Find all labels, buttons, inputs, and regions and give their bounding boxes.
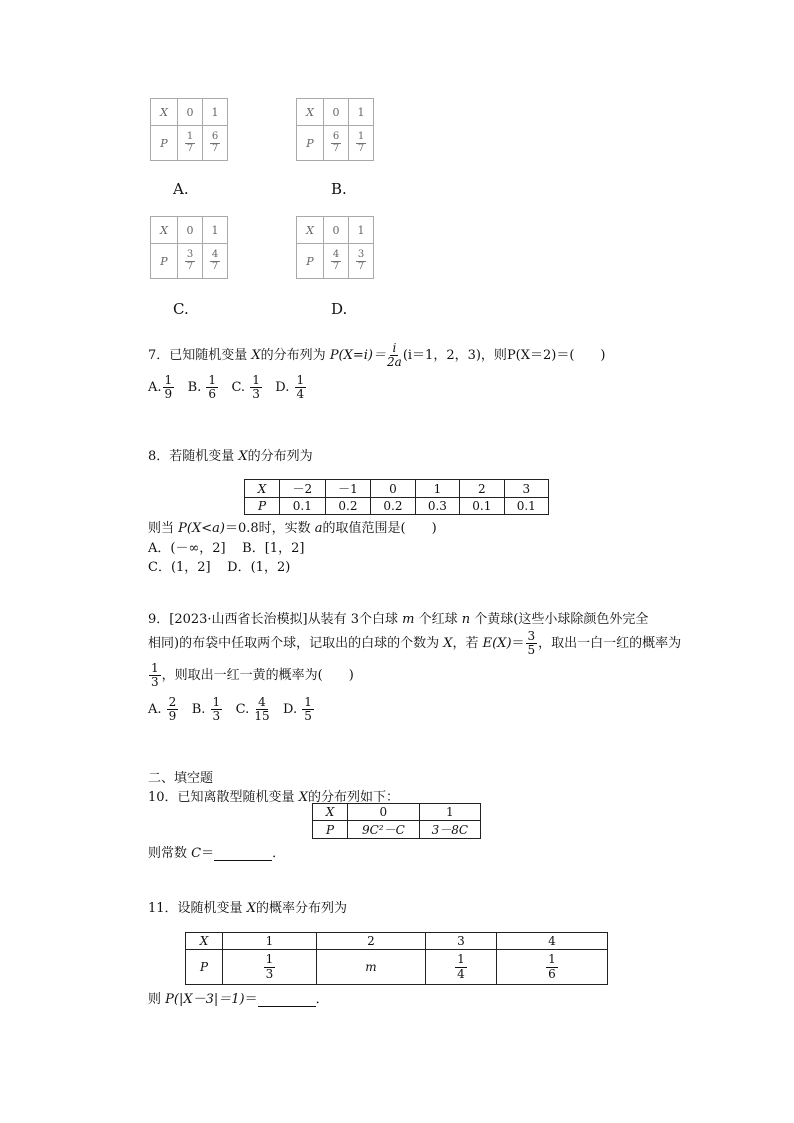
q7-option-d[interactable]: D. $\frac{1}{4}$ <box>275 373 305 402</box>
q11-distribution-table <box>185 932 608 985</box>
p-header: P <box>151 244 178 279</box>
q8-option-b[interactable]: B．[1，2] <box>242 541 305 556</box>
q9-stem-line2: 相同)的布袋中任取两个球，记取出的白球的个数为 X，若 E(X)＝ $\frac{3}{5}$ ，取出一白一红的概率为 <box>148 629 682 658</box>
table-row: P 9C²－C 3－8C <box>313 821 481 839</box>
table-row: X 0 1 <box>313 804 481 821</box>
q7-stem: 7．已知随机变量 X的分布列为 P(X=i)＝ $\frac{i}{2a}$ (i＝1，2，3)，则P(X＝2)＝( ) <box>148 341 606 370</box>
x-value: 0 <box>324 217 349 244</box>
table-row: X －2 －1 0 1 2 3 <box>245 480 549 498</box>
q9-option-c[interactable]: C. $\frac{4}{15}$ <box>235 695 270 724</box>
probability-fraction: $\frac{1}{7}$ <box>357 131 365 154</box>
q11-stem: 11．设随机变量 X的概率分布列为 <box>148 901 347 916</box>
x-header: X <box>297 217 324 244</box>
q9-stem-line1: 9．[2023·山西省长治模拟]从装有 3个白球 m 个红球 n 个黄球(这些小球除颜色外完全 <box>148 612 649 627</box>
section-heading: 二、填空题 <box>148 771 214 786</box>
x-value: 1 <box>349 217 374 244</box>
q8-option-d[interactable]: D．(1，2) <box>227 560 291 575</box>
probability-fraction: $\frac{3}{7}$ <box>357 249 365 272</box>
x-value: 1 <box>203 99 228 126</box>
option-d-label[interactable]: D. <box>331 300 348 318</box>
probability-fraction: $\frac{6}{7}$ <box>332 131 340 154</box>
q8-condition: 则当 P(X<a)＝0.8时，实数 a的取值范围是( ) <box>148 521 437 536</box>
probability-fraction: $\frac{6}{7}$ <box>211 131 219 154</box>
probability-fraction: $\frac{4}{7}$ <box>211 249 219 272</box>
q9-option-b[interactable]: B. $\frac{1}{3}$ <box>191 695 221 724</box>
q7-fraction: $\frac{i}{2a}$ <box>387 341 402 370</box>
q9-stem-line3: $\frac{1}{3}$ ，则取出一红一黄的概率为( ) <box>151 661 354 690</box>
q9-option-d[interactable]: D. $\frac{1}{5}$ <box>283 695 312 724</box>
option-c-label[interactable]: C. <box>173 300 189 318</box>
q10-distribution-table <box>312 803 481 839</box>
answer-blank[interactable] <box>258 992 316 1007</box>
q8-option-c[interactable]: C．(1，2] <box>148 560 211 575</box>
x-header: X <box>151 99 178 126</box>
x-value: 1 <box>203 217 228 244</box>
answer-blank[interactable] <box>214 846 272 861</box>
table-row: P $\frac{1}{3}$ m $\frac{1}{4}$ $\frac{1}{6}$ <box>186 950 608 985</box>
x-header: X <box>151 217 178 244</box>
q8-distribution-table <box>244 479 549 515</box>
option-c-table <box>150 216 228 279</box>
q7-option-a[interactable]: A. $\frac{1}{9}$ <box>148 373 173 402</box>
option-b-label[interactable]: B. <box>331 180 347 198</box>
q7-option-c[interactable]: C. $\frac{1}{3}$ <box>231 373 260 402</box>
q11-answer: 则 P(|X－3|＝1)＝ ． <box>148 992 329 1007</box>
x-value: 0 <box>324 99 349 126</box>
q8-option-a[interactable]: A．(－∞，2] <box>148 541 226 556</box>
q8-options-row1 <box>148 537 304 556</box>
probability-fraction: $\frac{4}{7}$ <box>332 249 340 272</box>
q9-option-a[interactable]: A. $\frac{2}{9}$ <box>148 695 177 724</box>
option-a-label[interactable]: A. <box>173 180 189 198</box>
x-header: X <box>297 99 324 126</box>
p-header: P <box>151 126 178 161</box>
q8-stem: 8．若随机变量 X的分布列为 <box>148 449 313 464</box>
x-value: 0 <box>178 217 203 244</box>
probability-fraction: $\frac{3}{7}$ <box>186 249 194 272</box>
q10-stem: 10．已知离散型随机变量 X的分布列如下： <box>148 790 399 805</box>
q7-option-b[interactable]: B. $\frac{1}{6}$ <box>187 373 217 402</box>
table-row: P 0.1 0.2 0.2 0.3 0.1 0.1 <box>245 498 549 515</box>
q10-answer: 则常数 C＝ ． <box>148 846 286 861</box>
q7-options <box>148 374 307 401</box>
option-a-table <box>150 98 228 161</box>
p-header: P <box>297 244 324 279</box>
option-d-table <box>296 216 374 279</box>
p-header: P <box>297 126 324 161</box>
q9-options <box>148 696 315 723</box>
q8-options-row2 <box>148 556 290 575</box>
option-b-table <box>296 98 374 161</box>
probability-fraction: $\frac{1}{7}$ <box>186 131 194 154</box>
x-value: 1 <box>349 99 374 126</box>
table-row: X 1 2 3 4 <box>186 933 608 950</box>
x-value: 0 <box>178 99 203 126</box>
